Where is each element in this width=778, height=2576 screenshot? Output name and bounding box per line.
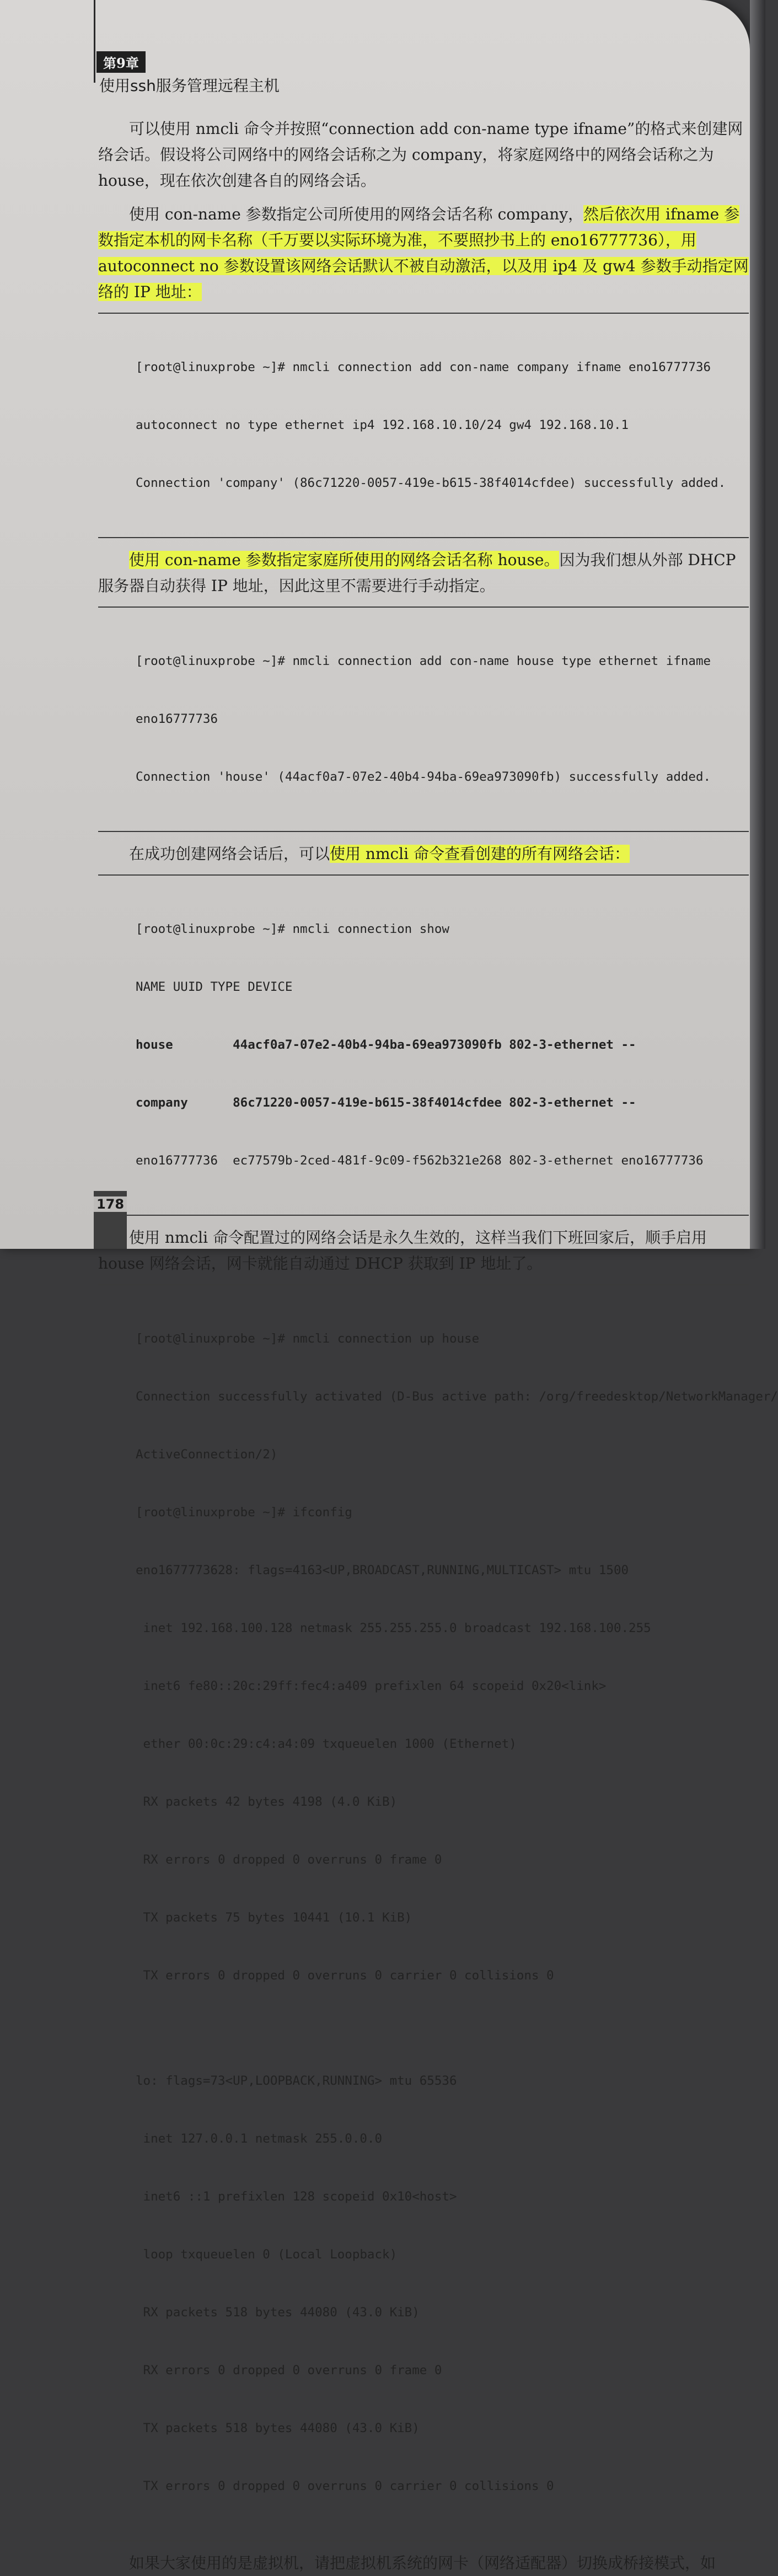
- page-body: [98, 116, 778, 2576]
- paragraph-company-text: 使用 con-name 参数指定公司所使用的网络会话名称 company，: [129, 205, 584, 223]
- paragraph-show-text: 在成功创建网络会话后，可以: [129, 845, 330, 863]
- code-line: inet6 fe80::20c:29ff:fec4:a409 prefixlen 64 scopeid 0x20<link>: [136, 1679, 607, 1693]
- code-line: [root@linuxprobe ~]# nmcli connection show: [136, 922, 449, 936]
- code-line: autoconnect no type ethernet ip4 192.168.10.10/24 gw4 192.168.10.1: [136, 418, 629, 432]
- code-line: TX errors 0 dropped 0 overruns 0 carrier 0 collisions 0: [136, 1968, 554, 1983]
- highlighted-text: 然后依次用 ifname 参数指定本机的网卡名称（千万要以实际环境为准，不要照抄书上的 eno16777736），用 autoconnect no 参数设置该网络会话默认不被自动激活，以及用 ip4 及 gw4 参数手动指定网络的 IP 地址：: [98, 205, 749, 301]
- code-line: [root@linuxprobe ~]# nmcli connection add con-name company ifname eno16777736: [136, 360, 711, 374]
- code-line: Connection successfully activated (D-Bus active path: /org/freedesktop/NetworkManager/: [136, 1389, 778, 1404]
- code-line: house 44acf0a7-07e2-40b4-94ba-69ea973090fb 802-3-ethernet --: [136, 1038, 636, 1052]
- code-line: Connection 'house' (44acf0a7-07e2-40b4-94ba-69ea973090fb) successfully added.: [136, 770, 711, 784]
- paragraph-persistent: 使用 nmcli 命令配置过的网络会话是永久生效的，这样当我们下班回家后，顺手启用 house 网络会话，网卡就能自动通过 DHCP 获取到 IP 地址了。: [98, 1228, 707, 1273]
- header-rule: [94, 0, 95, 83]
- chapter-label: 第9章: [96, 51, 146, 73]
- code-line: Connection 'company' (86c71220-0057-419e-b615-38f4014cfdee) successfully added.: [136, 476, 726, 490]
- code-line: eno1677773628: flags=4163<UP,BROADCAST,RUNNING,MULTICAST> mtu 1500: [136, 1563, 629, 1577]
- code-line: RX packets 42 bytes 4198 (4.0 KiB): [136, 1795, 398, 1809]
- code-line: NAME UUID TYPE DEVICE: [136, 980, 293, 994]
- code-block-show: [98, 874, 749, 1216]
- code-line: ether 00:0c:29:c4:a4:09 txqueuelen 1000 (Ethernet): [136, 1737, 517, 1751]
- paragraph-house: [98, 547, 749, 599]
- code-line: ActiveConnection/2): [136, 1447, 278, 1462]
- code-line: [root@linuxprobe ~]# nmcli connection up house: [136, 1332, 480, 1346]
- code-line: loop txqueuelen 0 (Local Loopback): [136, 2247, 398, 2262]
- code-line: TX errors 0 dropped 0 overruns 0 carrier 0 collisions 0: [136, 2479, 554, 2493]
- code-spacer: [136, 2024, 749, 2033]
- paragraph-house-text: 因为我们想从外部 DHCP 服务器自动获得 IP 地址，因此这里不需要进行手动指定。: [98, 551, 736, 595]
- page-number: 178: [94, 1196, 127, 1212]
- highlighted-text: 使用 nmcli 命令查看创建的所有网络会话：: [330, 845, 630, 863]
- paragraph-intro: 可以使用 nmcli 命令并按照“connection add con-name type ifname”的格式来创建网络会话。假设将公司网络中的网络会话称之为 company，将家庭网络中的网络会话称之为 house，现在依次创建各自的网络会话。: [98, 120, 743, 190]
- code-line: [root@linuxprobe ~]# nmcli connection add con-name house type ethernet ifname: [136, 654, 711, 668]
- code-line: lo: flags=73<UP,LOOPBACK,RUNNING> mtu 65536: [136, 2074, 457, 2088]
- page-edge-shadow: [750, 0, 765, 1249]
- code-line: TX packets 518 bytes 44080 (43.0 KiB): [136, 2421, 420, 2435]
- code-block-add-company: [98, 313, 749, 538]
- chapter-title: 使用ssh服务管理远程主机: [99, 77, 280, 95]
- code-line: eno16777736 ec77579b-2ced-481f-9c09-f562b321e268 802-3-ethernet eno16777736: [136, 1153, 704, 1168]
- code-block-ifconfig: [98, 1284, 778, 2541]
- code-line: company 86c71220-0057-419e-b615-38f4014cfdee 802-3-ethernet --: [136, 1096, 636, 1110]
- code-line: TX packets 75 bytes 10441 (10.1 KiB): [136, 1910, 412, 1925]
- code-line: inet6 ::1 prefixlen 128 scopeid 0x10<host>: [136, 2189, 457, 2204]
- code-line: inet 127.0.0.1 netmask 255.0.0.0: [136, 2132, 383, 2146]
- code-line: RX packets 518 bytes 44080 (43.0 KiB): [136, 2305, 420, 2320]
- paragraph-company: [98, 201, 749, 305]
- code-block-add-house: [98, 607, 749, 832]
- highlighted-text: 使用 con-name 参数指定家庭所使用的网络会话名称 house。: [129, 551, 560, 569]
- code-line: [root@linuxprobe ~]# ifconfig: [136, 1505, 352, 1520]
- code-line: inet 192.168.100.128 netmask 255.255.255.0 broadcast 192.168.100.255: [136, 1621, 651, 1635]
- code-line: RX errors 0 dropped 0 overruns 0 frame 0: [136, 2363, 442, 2378]
- paragraph-show: [98, 841, 749, 867]
- code-line: RX errors 0 dropped 0 overruns 0 frame 0: [136, 1853, 442, 1867]
- code-line: eno16777736: [136, 712, 218, 726]
- paragraph-virtual-machine: 如果大家使用的是虚拟机，请把虚拟机系统的网卡（网络适配器）切换成桥接模式，如: [129, 2554, 716, 2572]
